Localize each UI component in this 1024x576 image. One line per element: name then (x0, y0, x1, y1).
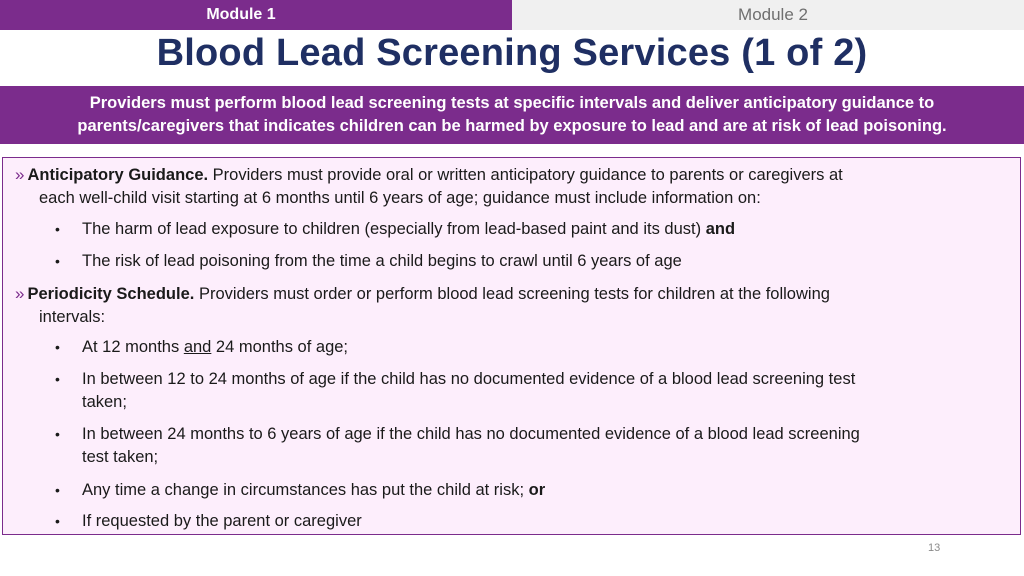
chevron-icon: » (15, 165, 25, 184)
bullet-bold-suffix: and (705, 220, 736, 238)
bullet-text: Any time a change in circumstances has put the child at risk; (82, 481, 525, 499)
periodicity-schedule-heading: Periodicity Schedule. (27, 285, 195, 303)
bullet-icon: • (55, 371, 60, 387)
periodicity-schedule-text-1: Providers must order or perform blood lead screening tests for children at the following (194, 285, 830, 303)
anticipatory-guidance-text-2: each well-child visit starting at 6 months until 6 years of age; guidance must include information on: (39, 189, 761, 207)
tab-module-1[interactable] (0, 0, 512, 30)
bullet-text: The risk of lead poisoning from the time a child begins to crawl until 6 years of age (82, 252, 682, 270)
bullet-icon: • (55, 482, 60, 498)
chevron-icon: » (15, 284, 25, 303)
bullet-underlined: and (183, 338, 212, 356)
bullet-icon: • (55, 513, 60, 529)
banner-line-2: parents/caregivers that indicates children can be harmed by exposure to lead and are at risk of lead poisoning. (77, 117, 947, 135)
page-title: Blood Lead Screening Services (1 of 2) (156, 32, 868, 74)
summary-banner (0, 86, 1024, 144)
periodicity-schedule-text-2: intervals: (39, 308, 106, 326)
bullet-bold-suffix: or (528, 481, 546, 499)
anticipatory-guidance-heading: Anticipatory Guidance. (27, 166, 209, 184)
bullet-text-line-1: In between 12 to 24 months of age if the child has no documented evidence of a blood lead screening test (82, 370, 856, 388)
anticipatory-guidance-paragraph (15, 163, 955, 210)
periodicity-schedule-paragraph (15, 282, 955, 329)
bullet-icon: • (55, 221, 60, 237)
bullet-icon: • (55, 253, 60, 269)
tab-module-2-label: Module 2 (738, 5, 808, 24)
bullet-icon: • (55, 339, 60, 355)
banner-line-1: Providers must perform blood lead screening tests at specific intervals and deliver anticipatory guidance to (89, 94, 935, 112)
bullet-text-line-1: In between 24 months to 6 years of age if the child has no documented evidence of a blood lead screening (82, 425, 860, 443)
bullet-text: The harm of lead exposure to children (especially from lead-based paint and its dust) (82, 220, 702, 238)
bullet-text-pre: At 12 months (82, 338, 184, 356)
content-panel (2, 157, 1021, 535)
bullet-icon: • (55, 426, 60, 442)
bullet-text: If requested by the parent or caregiver (82, 512, 362, 530)
bullet-text-post: 24 months of age; (211, 338, 349, 356)
bullet-text-line-2: taken; (82, 393, 127, 411)
tab-module-1-label: Module 1 (206, 6, 276, 23)
tab-module-2[interactable] (512, 0, 1024, 30)
bullet-text-line-2: test taken; (82, 448, 159, 466)
anticipatory-guidance-text-1: Providers must provide oral or written anticipatory guidance to parents or caregivers at (208, 166, 843, 184)
page-number: 13 (928, 542, 941, 554)
module-tabs (0, 0, 1024, 30)
